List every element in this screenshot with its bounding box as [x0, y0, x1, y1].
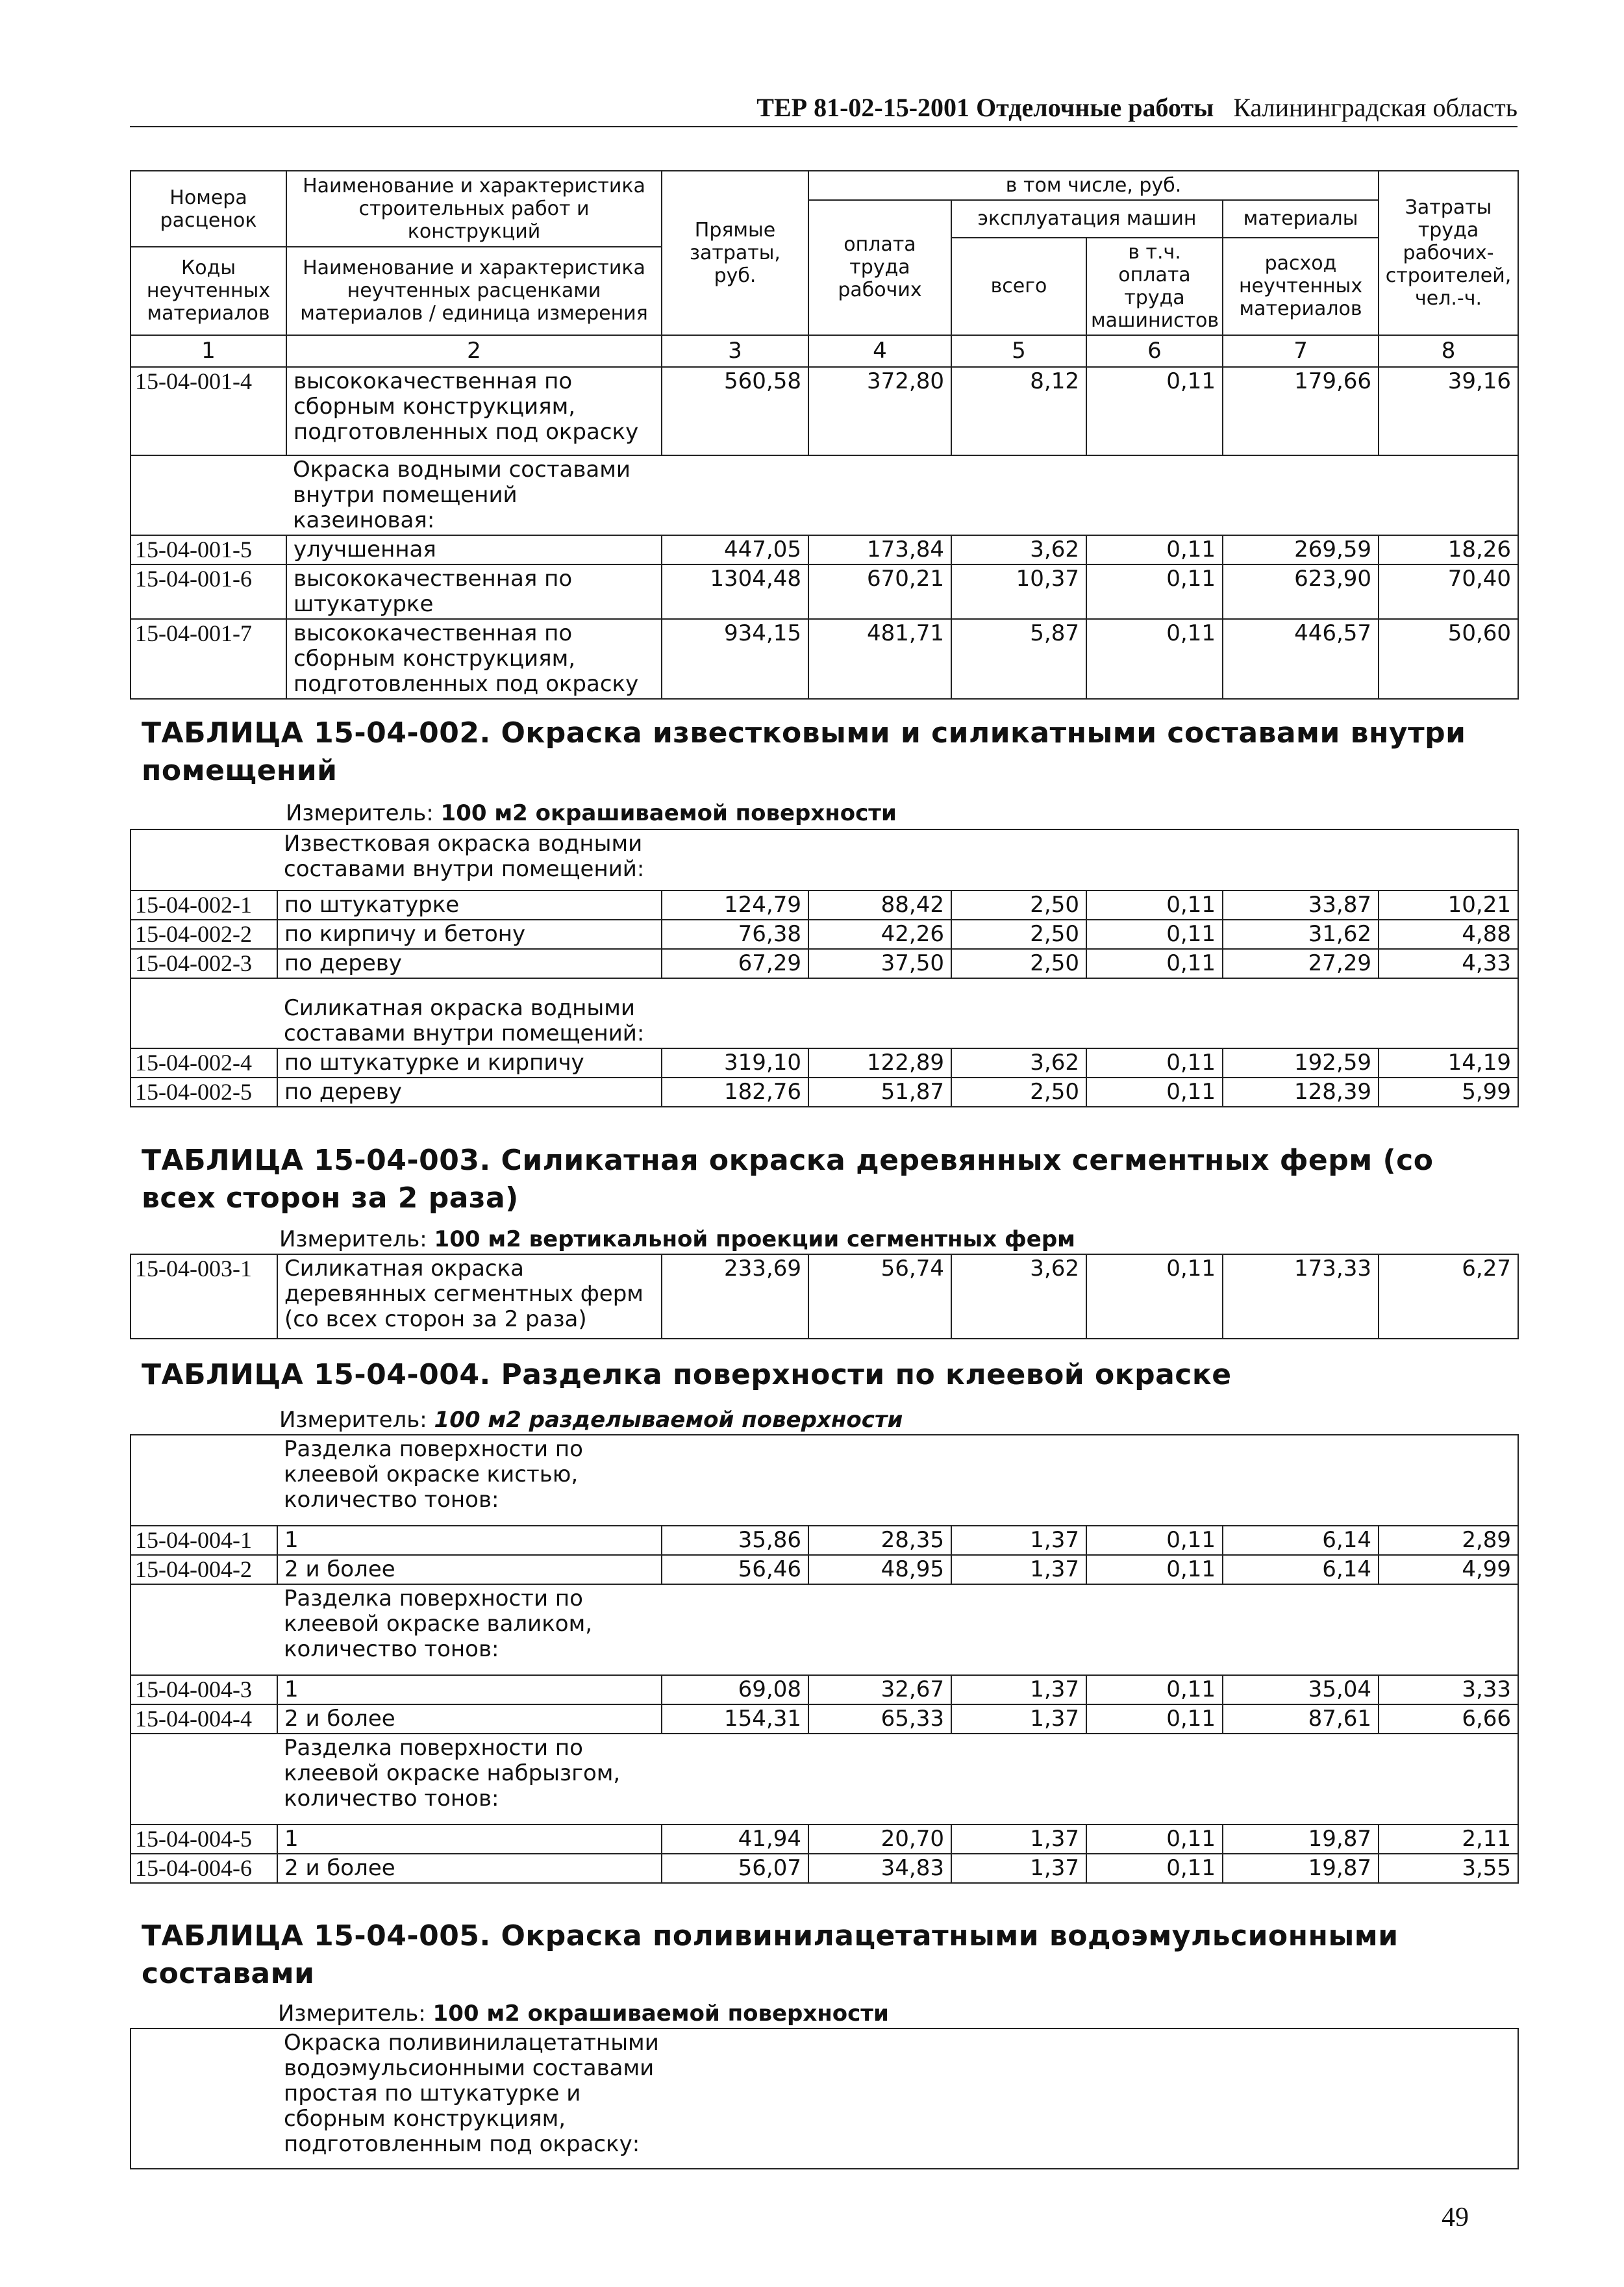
- table-row: [131, 1078, 1518, 1107]
- machines-total: 5,87: [951, 619, 1086, 699]
- col-number: 6: [1086, 335, 1223, 367]
- table-head: [131, 171, 1518, 367]
- rates-table-003: [130, 1254, 1519, 1339]
- direct-cost: 182,76: [662, 1078, 808, 1107]
- table-row: [131, 891, 1518, 920]
- labor-pay: 32,67: [808, 1675, 951, 1704]
- machines-total: 3,62: [951, 1254, 1086, 1339]
- measure-value: 100 м2 вертикальной проекции сегментных ферм: [434, 1226, 1075, 1252]
- machines-total: 8,12: [951, 367, 1086, 455]
- materials-value: 27,29: [1223, 949, 1379, 978]
- direct-cost: 560,58: [662, 367, 808, 455]
- labor-pay: 48,95: [808, 1555, 951, 1584]
- table-row: [131, 564, 1518, 619]
- measure-005: [278, 2001, 1479, 2027]
- rate-name: 2 и более: [277, 1854, 662, 1883]
- machines-total: 1,37: [951, 1825, 1086, 1854]
- labor-hours: 14,19: [1379, 1048, 1518, 1078]
- labor-pay: 28,35: [808, 1526, 951, 1555]
- rates-table-004: [130, 1434, 1519, 1884]
- materials-value: 87,61: [1223, 1704, 1379, 1734]
- table-row: [131, 535, 1518, 564]
- labor-hours: 3,55: [1379, 1854, 1518, 1883]
- rate-name: 2 и более: [277, 1704, 662, 1734]
- rate-name: 2 и более: [277, 1555, 662, 1584]
- head-materials: материалы: [1223, 200, 1379, 238]
- table-row: [131, 949, 1518, 978]
- labor-hours: 4,88: [1379, 920, 1518, 949]
- labor-pay: 20,70: [808, 1825, 951, 1854]
- rate-code: 15-04-001-5: [131, 535, 286, 564]
- head-col1-top: Номера расценок: [131, 171, 286, 247]
- table-row: [131, 1254, 1518, 1339]
- rate-name: по дереву: [277, 949, 662, 978]
- labor-pay: 65,33: [808, 1704, 951, 1734]
- operators-pay: 0,11: [1086, 1254, 1223, 1339]
- rate-code: 15-04-002-3: [131, 949, 277, 978]
- operators-pay: 0,11: [1086, 535, 1223, 564]
- head-machines: эксплуатация машин: [951, 200, 1223, 238]
- table-row: [131, 1555, 1518, 1584]
- rates-table-002: [130, 829, 1519, 1107]
- materials-value: 33,87: [1223, 891, 1379, 920]
- direct-cost: 41,94: [662, 1825, 808, 1854]
- col-number: 1: [131, 335, 286, 367]
- labor-hours: 6,66: [1379, 1704, 1518, 1734]
- measure-label: Измеритель:: [286, 800, 434, 826]
- labor-hours: 2,89: [1379, 1526, 1518, 1555]
- head-labor-costs: Затраты труда рабочих-строителей, чел.-ч.: [1379, 171, 1518, 335]
- group-note-row: [131, 1435, 1518, 1526]
- direct-cost: 934,15: [662, 619, 808, 699]
- operators-pay: 0,11: [1086, 1048, 1223, 1078]
- rate-name: высококачественная по штукатурке: [286, 564, 662, 619]
- group-note: Окраска водными составами внутри помещений казеиновая:: [286, 455, 1518, 535]
- table-row: [131, 367, 1518, 455]
- operators-pay: 0,11: [1086, 1675, 1223, 1704]
- rates-table-005: [130, 2028, 1519, 2169]
- measure-004: [279, 1407, 1480, 1433]
- document-code: ТЕР 81-02-15-2001: [756, 93, 970, 122]
- rate-name: 1: [277, 1675, 662, 1704]
- group-note: Силикатная окраска водными составами внутри помещений:: [277, 978, 1518, 1048]
- operators-pay: 0,11: [1086, 1555, 1223, 1584]
- group-note-row: [131, 455, 1518, 535]
- machines-total: 1,37: [951, 1555, 1086, 1584]
- direct-cost: 69,08: [662, 1675, 808, 1704]
- machines-total: 1,37: [951, 1854, 1086, 1883]
- col-number: 5: [951, 335, 1086, 367]
- rate-code: 15-04-004-6: [131, 1854, 277, 1883]
- measure-value: 100 м2 окрашиваемой поверхности: [440, 800, 897, 826]
- materials-value: 19,87: [1223, 1854, 1379, 1883]
- machines-total: 3,62: [951, 1048, 1086, 1078]
- labor-pay: 88,42: [808, 891, 951, 920]
- machines-total: 2,50: [951, 1078, 1086, 1107]
- table-row: [131, 1704, 1518, 1734]
- group-note-row: [131, 978, 1518, 1048]
- labor-hours: 18,26: [1379, 535, 1518, 564]
- operators-pay: 0,11: [1086, 1825, 1223, 1854]
- labor-pay: 56,74: [808, 1254, 951, 1339]
- measure-value: 100 м2 окрашиваемой поверхности: [432, 2001, 889, 2027]
- col-number: 4: [808, 335, 951, 367]
- materials-value: 19,87: [1223, 1825, 1379, 1854]
- operators-pay: 0,11: [1086, 891, 1223, 920]
- materials-value: 179,66: [1223, 367, 1379, 455]
- head-column-numbers: [131, 335, 1518, 367]
- direct-cost: 56,46: [662, 1555, 808, 1584]
- direct-cost: 233,69: [662, 1254, 808, 1339]
- measure-002: [286, 800, 1487, 826]
- rate-name: улучшенная: [286, 535, 662, 564]
- direct-cost: 319,10: [662, 1048, 808, 1078]
- direct-cost: 154,31: [662, 1704, 808, 1734]
- head-col1-bottom: Коды неучтенных материалов: [131, 247, 286, 335]
- labor-pay: 122,89: [808, 1048, 951, 1078]
- section-title-005: ТАБЛИЦА 15-04-005. Окраска поливинилацетатными водоэмульсионными составами: [142, 1919, 1399, 1990]
- machines-total: 2,50: [951, 949, 1086, 978]
- rate-name: по кирпичу и бетону: [277, 920, 662, 949]
- group-note: Разделка поверхности по клеевой окраске валиком, количество тонов:: [277, 1584, 1518, 1675]
- head-col2-top: Наименование и характеристика строительных работ и конструкций: [286, 171, 662, 247]
- direct-cost: 67,29: [662, 949, 808, 978]
- group-note-row: [131, 829, 1518, 891]
- operators-pay: 0,11: [1086, 1526, 1223, 1555]
- measure-label: Измеритель:: [279, 1407, 427, 1433]
- table-row: [131, 619, 1518, 699]
- head-operators-pay: в т.ч. оплата труда машинистов: [1086, 238, 1223, 335]
- rate-name: высококачественная по сборным конструкциям, подготовленных под окраску: [286, 619, 662, 699]
- direct-cost: 56,07: [662, 1854, 808, 1883]
- head-labor-pay: оплата труда рабочих: [808, 200, 951, 335]
- rate-code: 15-04-001-7: [131, 619, 286, 699]
- rate-code: 15-04-002-4: [131, 1048, 277, 1078]
- machines-total: 2,50: [951, 891, 1086, 920]
- machines-total: 1,37: [951, 1704, 1086, 1734]
- document-region: Калининградская область: [1233, 93, 1518, 122]
- rate-code: 15-04-003-1: [131, 1254, 277, 1339]
- group-note: Окраска поливинилацетатными водоэмульсионными составами простая по штукатурке и сборным конструкциям, подготовленным под окраску:: [277, 2028, 1518, 2169]
- labor-hours: 5,99: [1379, 1078, 1518, 1107]
- machines-total: 3,62: [951, 535, 1086, 564]
- section-title-004: ТАБЛИЦА 15-04-004. Разделка поверхности по клеевой окраске: [142, 1358, 1232, 1391]
- rate-name: по штукатурке: [277, 891, 662, 920]
- labor-hours: 4,99: [1379, 1555, 1518, 1584]
- measure-value: 100 м2 разделываемой поверхности: [434, 1407, 903, 1433]
- table-row: [131, 1048, 1518, 1078]
- measure-label: Измеритель:: [278, 2001, 426, 2027]
- table-row: [131, 920, 1518, 949]
- operators-pay: 0,11: [1086, 949, 1223, 978]
- head-materials-usage: расход неучтенных материалов: [1223, 238, 1379, 335]
- labor-hours: 3,33: [1379, 1675, 1518, 1704]
- labor-hours: 70,40: [1379, 564, 1518, 619]
- labor-hours: 2,11: [1379, 1825, 1518, 1854]
- col-number: 7: [1223, 335, 1379, 367]
- measure-003: [279, 1226, 1480, 1252]
- rate-name: по дереву: [277, 1078, 662, 1107]
- labor-hours: 4,33: [1379, 949, 1518, 978]
- table-row: [131, 1675, 1518, 1704]
- rate-code: 15-04-004-3: [131, 1675, 277, 1704]
- document-section-title: Отделочные работы: [976, 93, 1214, 122]
- head-machines-total: всего: [951, 238, 1086, 335]
- labor-hours: 50,60: [1379, 619, 1518, 699]
- labor-hours: 10,21: [1379, 891, 1518, 920]
- page-number: 49: [1442, 2203, 1469, 2232]
- rate-name: высококачественная по сборным конструкциям, подготовленных под окраску: [286, 367, 662, 455]
- group-note-row: [131, 2028, 1518, 2169]
- rate-code: 15-04-004-1: [131, 1526, 277, 1555]
- materials-value: 446,57: [1223, 619, 1379, 699]
- materials-value: 192,59: [1223, 1048, 1379, 1078]
- rate-name: по штукатурке и кирпичу: [277, 1048, 662, 1078]
- operators-pay: 0,11: [1086, 920, 1223, 949]
- operators-pay: 0,11: [1086, 1854, 1223, 1883]
- materials-value: 173,33: [1223, 1254, 1379, 1339]
- rate-code: 15-04-002-2: [131, 920, 277, 949]
- materials-value: 6,14: [1223, 1526, 1379, 1555]
- machines-total: 1,37: [951, 1526, 1086, 1555]
- labor-hours: 6,27: [1379, 1254, 1518, 1339]
- col-number: 8: [1379, 335, 1518, 367]
- rate-code: 15-04-002-1: [131, 891, 277, 920]
- section-title-003: ТАБЛИЦА 15-04-003. Силикатная окраска деревянных сегментных ферм (со всех сторон за 2 раза): [142, 1144, 1434, 1215]
- group-note: Разделка поверхности по клеевой окраске набрызгом, количество тонов:: [277, 1734, 1518, 1825]
- operators-pay: 0,11: [1086, 1078, 1223, 1107]
- rate-code: 15-04-001-6: [131, 564, 286, 619]
- head-including: в том числе, руб.: [808, 171, 1379, 200]
- direct-cost: 35,86: [662, 1526, 808, 1555]
- col-number: 3: [662, 335, 808, 367]
- machines-total: 1,37: [951, 1675, 1086, 1704]
- labor-pay: 173,84: [808, 535, 951, 564]
- materials-value: 35,04: [1223, 1675, 1379, 1704]
- materials-value: 31,62: [1223, 920, 1379, 949]
- labor-pay: 372,80: [808, 367, 951, 455]
- materials-value: 269,59: [1223, 535, 1379, 564]
- rate-code: 15-04-004-2: [131, 1555, 277, 1584]
- labor-hours: 39,16: [1379, 367, 1518, 455]
- group-note-row: [131, 1734, 1518, 1825]
- labor-pay: 34,83: [808, 1854, 951, 1883]
- measure-label: Измеритель:: [279, 1226, 427, 1252]
- direct-cost: 1304,48: [662, 564, 808, 619]
- table-row: [131, 1854, 1518, 1883]
- direct-cost: 124,79: [662, 891, 808, 920]
- labor-pay: 670,21: [808, 564, 951, 619]
- labor-pay: 51,87: [808, 1078, 951, 1107]
- section-title-002: ТАБЛИЦА 15-04-002. Окраска известковыми и силикатными составами внутри помещений: [142, 716, 1466, 787]
- machines-total: 10,37: [951, 564, 1086, 619]
- direct-cost: 447,05: [662, 535, 808, 564]
- operators-pay: 0,11: [1086, 619, 1223, 699]
- labor-pay: 37,50: [808, 949, 951, 978]
- rate-name: 1: [277, 1825, 662, 1854]
- table-row: [131, 1526, 1518, 1555]
- operators-pay: 0,11: [1086, 367, 1223, 455]
- materials-value: 623,90: [1223, 564, 1379, 619]
- labor-pay: 481,71: [808, 619, 951, 699]
- group-note: Разделка поверхности по клеевой окраске кистью, количество тонов:: [277, 1435, 1518, 1526]
- operators-pay: 0,11: [1086, 1704, 1223, 1734]
- group-note-row: [131, 1584, 1518, 1675]
- labor-pay: 42,26: [808, 920, 951, 949]
- direct-cost: 76,38: [662, 920, 808, 949]
- head-direct-costs: Прямые затраты, руб.: [662, 171, 808, 335]
- materials-value: 6,14: [1223, 1555, 1379, 1584]
- head-col2-bottom: Наименование и характеристика неучтенных расценками материалов / единица измерения: [286, 247, 662, 335]
- operators-pay: 0,11: [1086, 564, 1223, 619]
- rate-name: Силикатная окраска деревянных сегментных ферм (со всех сторон за 2 раза): [277, 1254, 662, 1339]
- rate-code: 15-04-004-5: [131, 1825, 277, 1854]
- table-row: [131, 1825, 1518, 1854]
- rate-name: 1: [277, 1526, 662, 1555]
- rates-table-001: [130, 170, 1519, 700]
- rate-code: 15-04-002-5: [131, 1078, 277, 1107]
- running-header: [130, 90, 1518, 127]
- col-number: 2: [286, 335, 662, 367]
- machines-total: 2,50: [951, 920, 1086, 949]
- group-note: Известковая окраска водными составами внутри помещений:: [277, 829, 1518, 891]
- materials-value: 128,39: [1223, 1078, 1379, 1107]
- rate-code: 15-04-004-4: [131, 1704, 277, 1734]
- rate-code: 15-04-001-4: [131, 367, 286, 455]
